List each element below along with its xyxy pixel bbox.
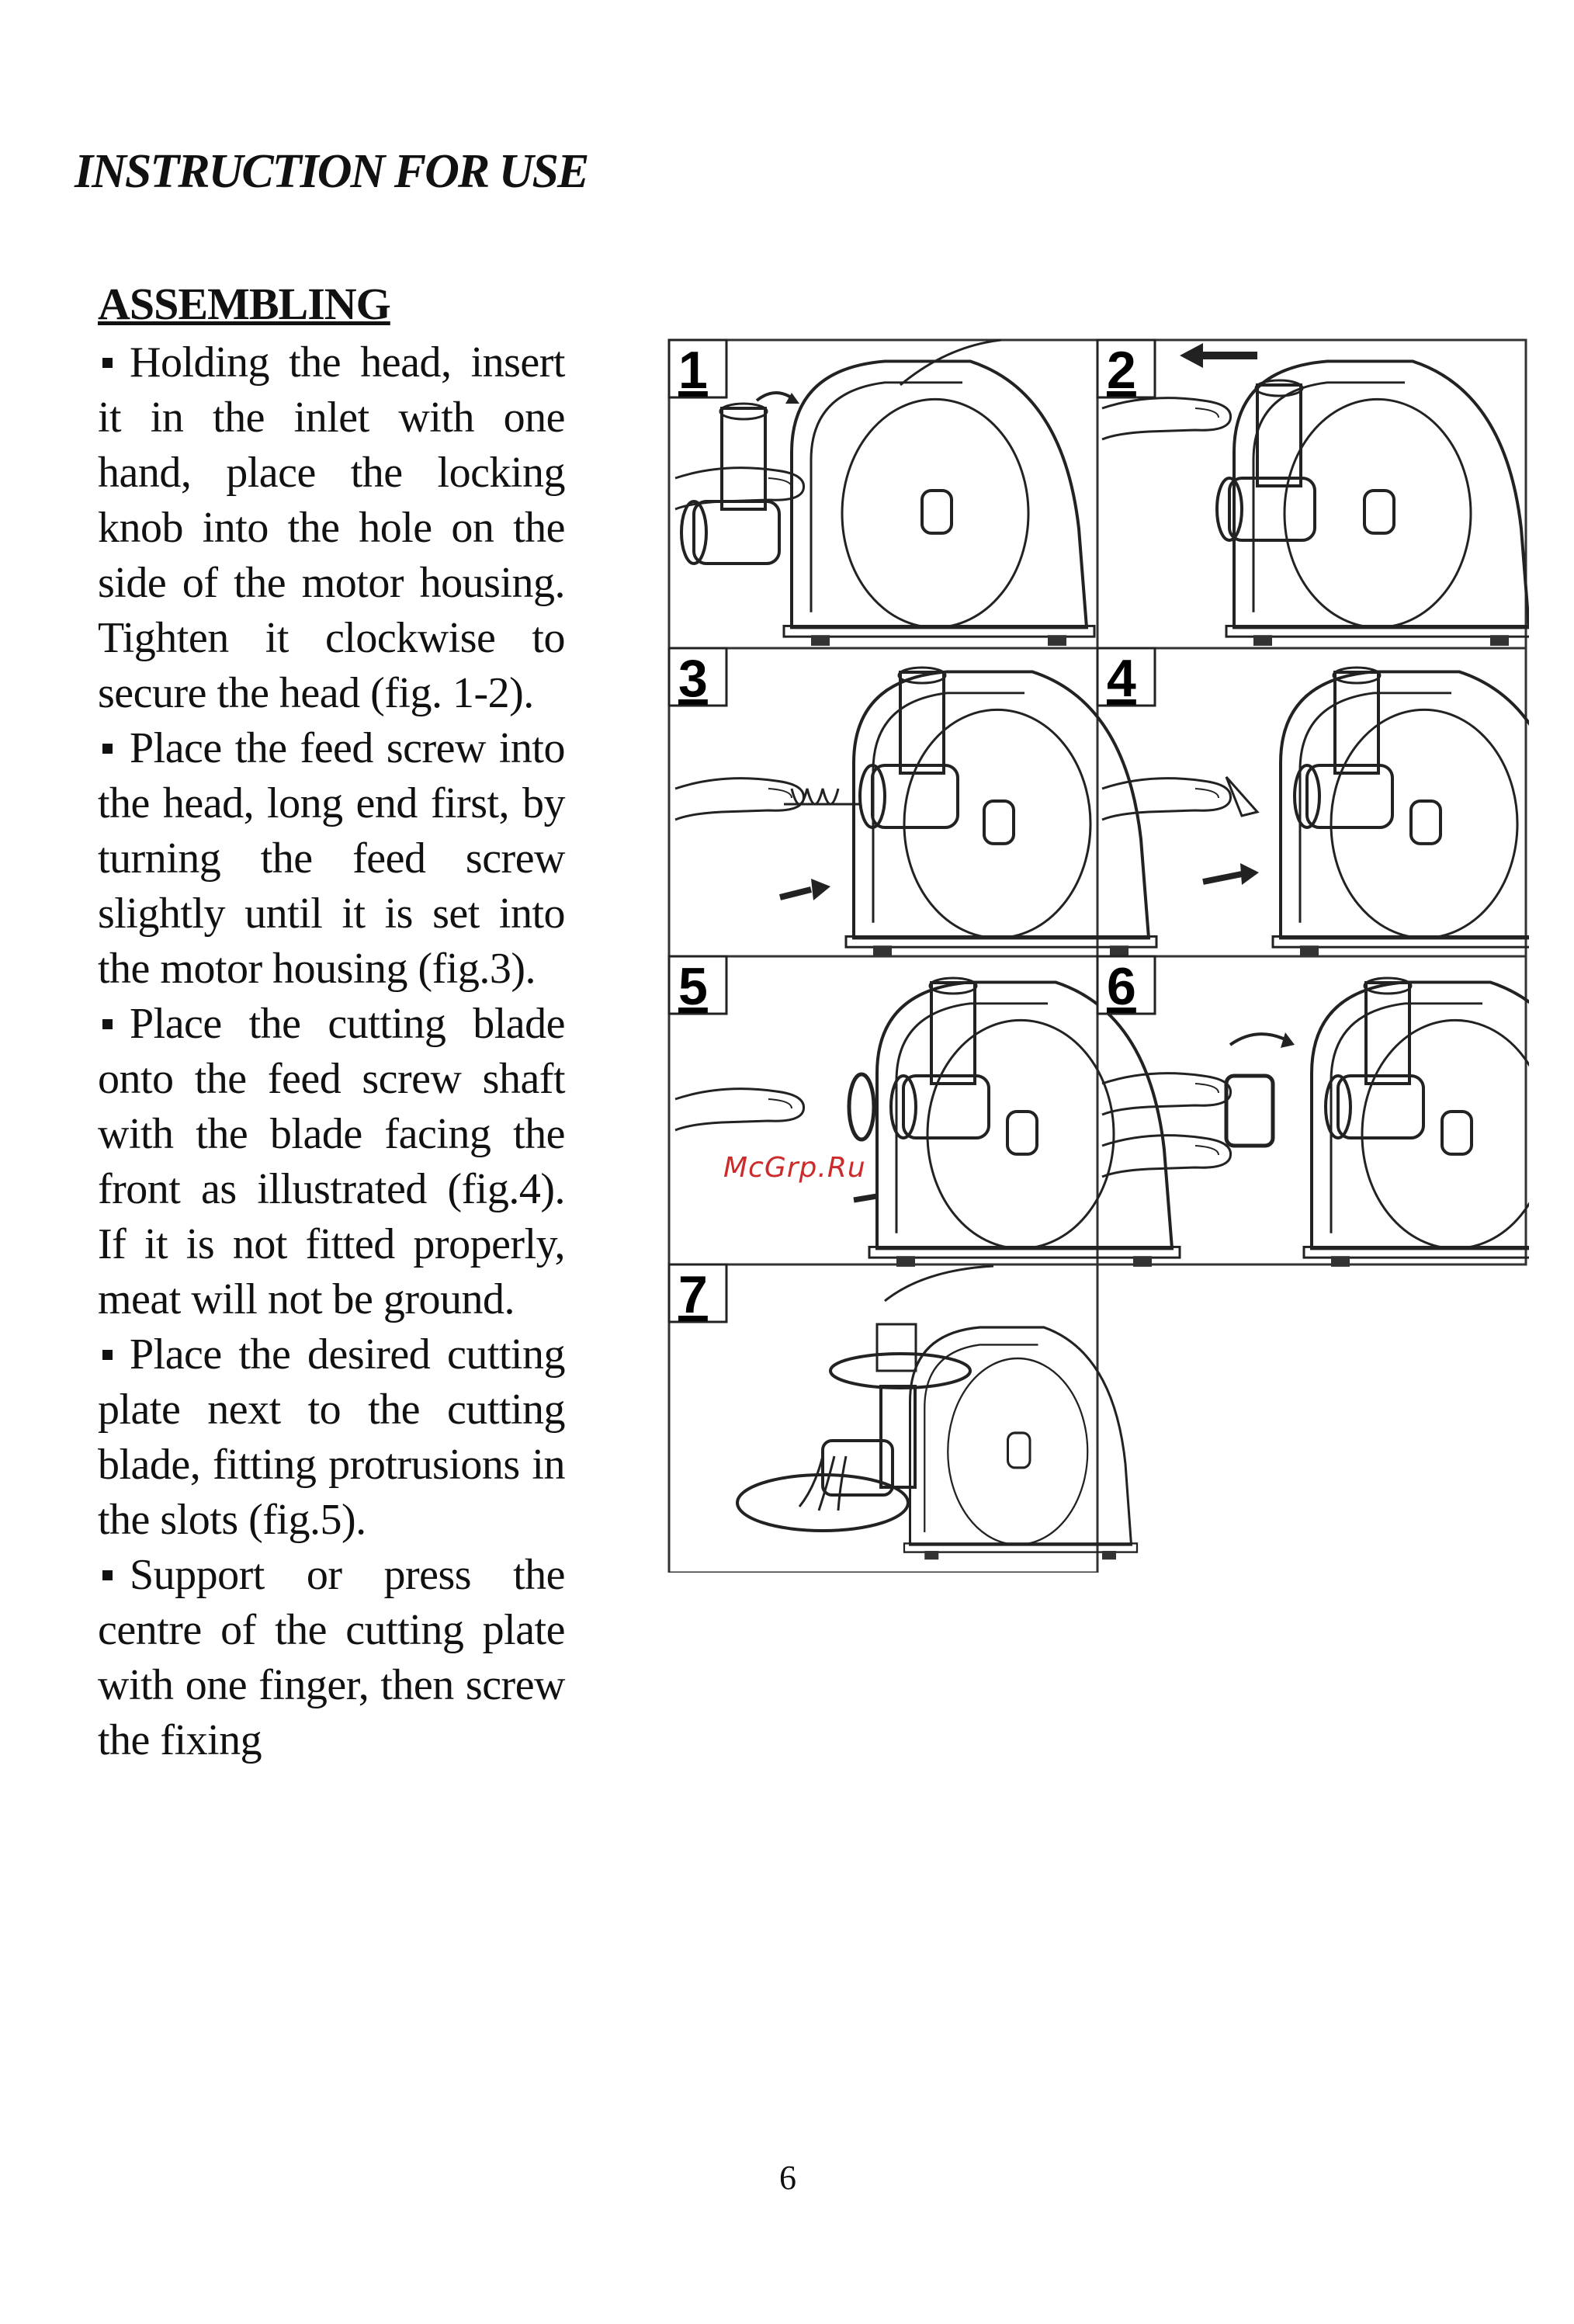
bullet-icon [102,358,113,368]
figure-label-6: 6 [1107,957,1136,1016]
figure-label-5: 5 [678,957,708,1016]
bullet-icon [102,1350,113,1360]
figure-label-1: 1 [678,341,708,400]
bullet-icon [102,1570,113,1580]
bullet-icon [102,744,113,754]
section-title: ASSEMBLING [98,279,390,329]
instruction-step-1: Holding the head, insert it in the inlet with one hand, place the locking knob into the hole on the side of the motor housing. Tighten it clockwise to secure the head (fig. 1-2). [98,338,565,717]
figure-1 [669,340,1094,646]
figure-label-7: 7 [678,1265,708,1324]
figure-label-3: 3 [678,649,708,708]
page-number: 6 [779,2159,796,2197]
figure-4 [1097,648,1529,956]
assembly-figures [667,338,1529,1573]
instruction-step-4: Place the desired cutting plate next to the cutting blade, fitting protrusions in the slots (fig.5). [98,1330,565,1544]
bullet-icon [102,1019,113,1029]
figure-2 [1097,340,1529,646]
figure-6 [1097,956,1529,1267]
figure-label-4: 4 [1107,649,1136,708]
watermark: McGrp.Ru [723,1152,866,1184]
instruction-step-3: Place the cutting blade onto the feed screw shaft with the blade facing the front as illustrated (fig.4). If it is not fitted properly, meat will not be ground. [98,1000,565,1323]
instruction-step-2: Place the feed screw into the head, long end first, by turning the feed screw slightly until it is set into the motor housing (fig.3). [98,724,565,993]
figure-7 [669,1264,1137,1559]
instructions-text [98,335,565,1768]
figure-label-2: 2 [1107,341,1136,400]
figure-3 [669,648,1156,956]
instruction-step-5: Support or press the centre of the cutting plate with one finger, then screw the fixing [98,1551,565,1764]
page-heading: INSTRUCTION FOR USE [75,145,588,198]
